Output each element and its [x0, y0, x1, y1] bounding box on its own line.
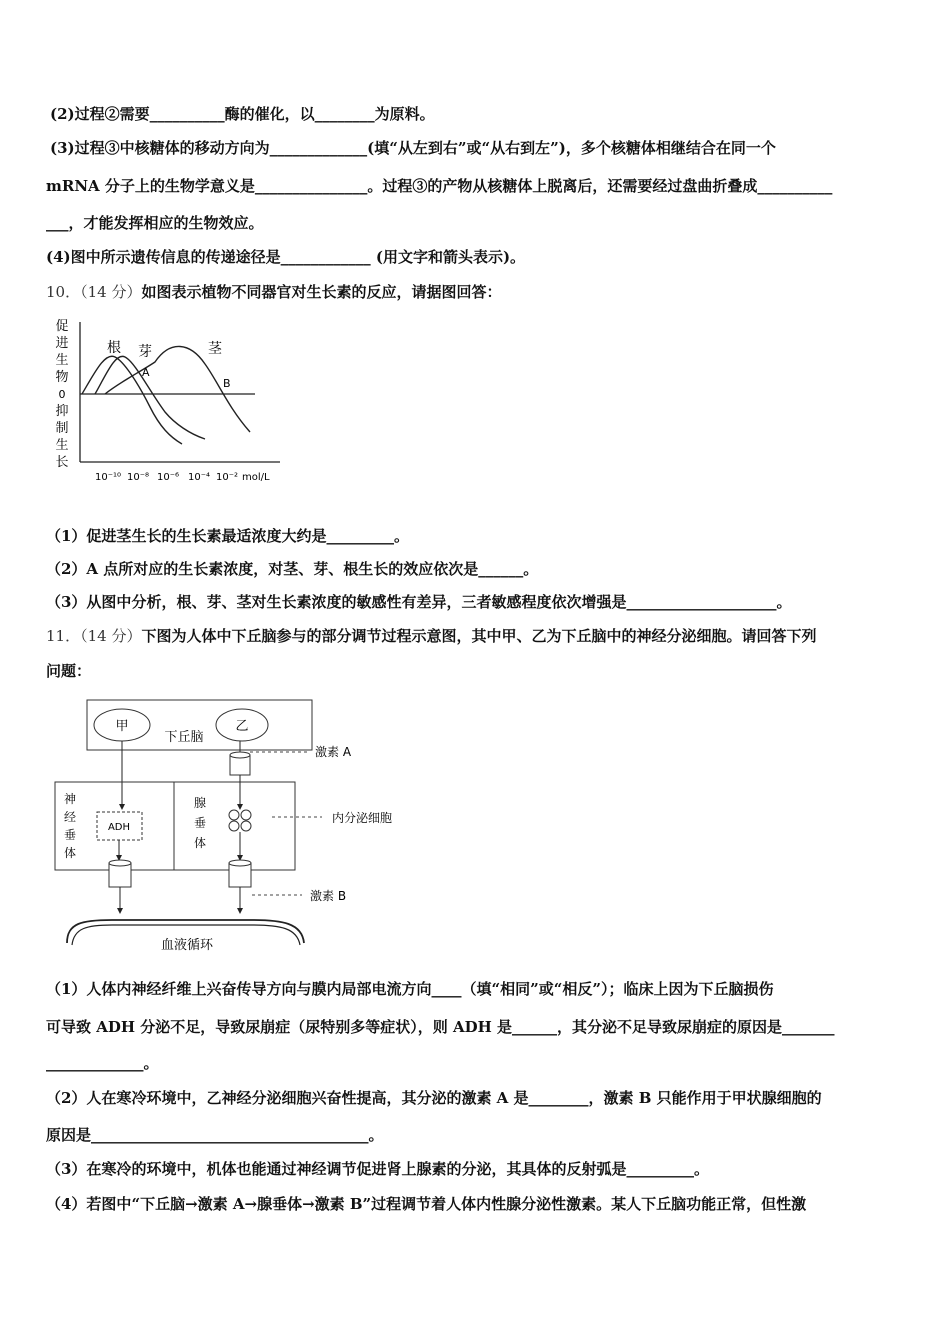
x-tick: 10⁻⁶: [157, 472, 180, 483]
point-a-label: A: [142, 366, 150, 379]
root-label: 根: [107, 340, 121, 356]
x-tick: 10⁻¹⁰: [95, 472, 122, 483]
q11-heading: [46, 625, 816, 646]
endocrine-cell: [229, 821, 239, 831]
q11-sub-3: （3）在寒冷的环境中，机体也能通过神经调节促进肾上腺素的分泌，其具体的反射弧是_________。: [46, 1160, 709, 1178]
q10-number: 10．（14 分）: [46, 283, 142, 301]
q11-title-cont: 问题：: [46, 662, 92, 680]
x-tick: 10⁻²: [216, 472, 239, 483]
q11-title: 下图为人体中下丘脑参与的部分调节过程示意图，其中甲、乙为下丘脑中的神经分泌细胞。请回答下列: [141, 627, 817, 645]
y-label-char: 物: [55, 370, 69, 385]
pituitary-box: [55, 782, 295, 870]
stem-label: 茎: [208, 341, 222, 357]
y-label-char: 长: [55, 455, 69, 470]
q10-sub-2: （2）A 点所对应的生长素浓度，对茎、芽、根生长的效应依次是______。: [46, 560, 539, 578]
q10-title: 如图表示植物不同器官对生长素的反应，请据图回答：: [141, 283, 502, 301]
y-label-char: 生: [55, 353, 69, 368]
neuro-pituitary-char: 垂: [63, 828, 77, 842]
neuro-pituitary-char: 体: [63, 846, 77, 860]
root-curve: [82, 356, 182, 444]
adeno-pituitary-char: 体: [193, 836, 207, 850]
q11-sub-1-cont: 可导致 ADH 分泌不足，导致尿崩症（尿特别多等症状），则 ADH 是______，其分泌不足导致尿崩症的原因是_______: [46, 1018, 835, 1036]
q11-sub-1: （1）人体内神经纤维上兴奋传导方向与膜内局部电流方向____（填“相同”或“相反”）；临床上因为下丘脑损伤: [46, 980, 774, 998]
neuro-pituitary-char: 经: [63, 810, 77, 824]
cell-yi-label: 乙: [235, 719, 249, 734]
q11-number: 11．（14 分）: [46, 627, 142, 645]
x-unit: mol/L: [242, 472, 270, 483]
y-label-char: 生: [55, 438, 69, 453]
q10-sub-3: （3）从图中分析，根、芽、茎对生长素浓度的敏感性有差异，三者敏感程度依次增强是____________________。: [46, 593, 792, 611]
bud-label: 芽: [138, 344, 152, 360]
q9-line-2: (2)过程②需要__________酶的催化，以________为原料。: [50, 105, 435, 123]
y-label-zero: 0: [58, 388, 66, 401]
q11-sub-2: （2）人在寒冷环境中，乙神经分泌细胞兴奋性提高，其分泌的激素 A 是________，激素 B 只能作用于甲状腺细胞的: [46, 1089, 822, 1107]
q9-line-3: (3)过程③中核糖体的移动方向为_____________(填“从左到右”或“从右到左”)，多个核糖体相继结合在同一个: [50, 139, 776, 157]
q11-sub-4: （4）若图中“下丘脑→激素 A→腺垂体→激素 B”过程调节着人体内性腺分泌性激素。某人下丘脑功能正常，但性激: [46, 1195, 807, 1213]
q9-line-3-end: ___，才能发挥相应的生物效应。: [46, 214, 264, 232]
q10-sub-1: （1）促进茎生长的生长素最适浓度大约是_________。: [46, 527, 409, 545]
endocrine-cell: [241, 810, 251, 820]
x-tick: 10⁻⁸: [127, 472, 150, 483]
q9-line-3-cont: mRNA 分子上的生物学意义是_______________。过程③的产物从核糖体上脱离后，还需要经过盘曲折叠成__________: [46, 177, 833, 195]
hypothalamus-label: 下丘脑: [164, 730, 204, 745]
endocrine-cell: [229, 810, 239, 820]
adh-vessel: [109, 863, 131, 887]
blood-label: 血液循环: [160, 938, 214, 953]
adeno-pituitary-char: 垂: [193, 816, 207, 830]
y-label-char: 抑: [55, 404, 69, 419]
endocrine-cell: [241, 821, 251, 831]
hormone-b-vessel: [229, 863, 251, 887]
hormone-b-label: 激素 B: [310, 889, 347, 903]
neuro-pituitary-char: 神: [63, 792, 77, 806]
q11-sub-2-cont: 原因是_____________________________________。: [46, 1126, 384, 1144]
cell-jia-label: 甲: [115, 719, 129, 734]
y-label-char: 制: [55, 421, 69, 436]
hormone-a-label: 激素 A: [315, 745, 352, 759]
x-tick: 10⁻⁴: [188, 472, 211, 483]
hypothalamus-regulation-diagram: [52, 695, 432, 960]
adh-label: ADH: [107, 822, 131, 833]
auxin-response-chart: [50, 312, 290, 492]
point-b-label: B: [223, 377, 231, 390]
adeno-pituitary-char: 腺: [193, 796, 207, 810]
bud-curve: [95, 356, 205, 439]
q10-heading: [46, 281, 501, 302]
y-label-char: 进: [55, 336, 69, 351]
y-label-char: 促: [55, 319, 69, 334]
q9-line-4: (4)图中所示遗传信息的传递途径是____________ (用文字和箭头表示)。: [46, 248, 526, 266]
q11-sub-1-end: _____________。: [46, 1054, 159, 1072]
endocrine-label: 内分泌细胞: [332, 811, 393, 825]
